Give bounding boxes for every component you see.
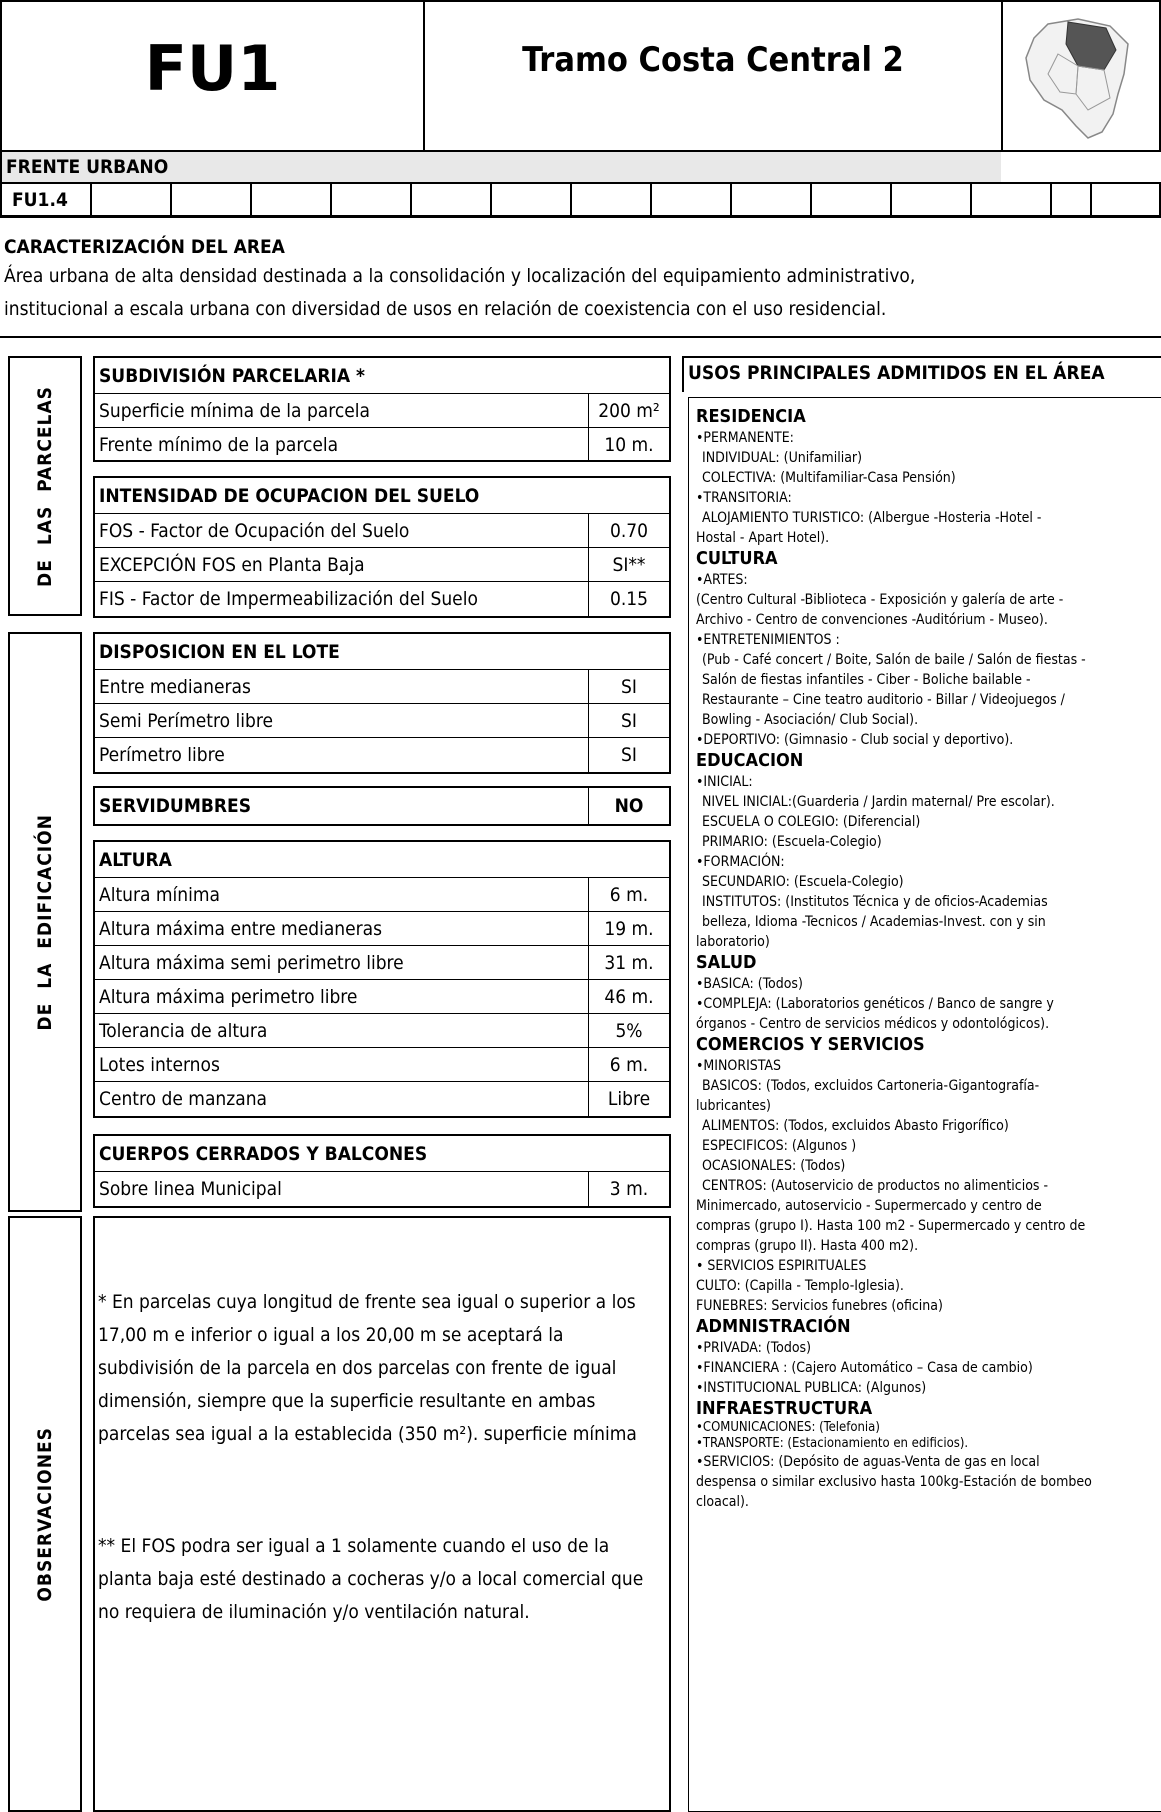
usos-line: FUNEBRES: Servicios funebres (oficina) [696,1298,943,1314]
usos-line: •INICIAL: [696,774,753,790]
altura-row-0: Altura mínima 6 m. [95,878,669,912]
usos-line: Minimercado, autoservicio - Supermercado y centro de [696,1198,1042,1214]
usos-line: •BASICA: (Todos) [696,976,803,992]
side-label-observaciones: OBSERVACIONES [34,1426,56,1602]
disposicion-row-1: Semi Perímetro libre SI [95,704,669,738]
subdivision-row-1: Frente mínimo de la parcela 10 m. [95,428,669,462]
side-box-edificacion [8,632,82,1212]
usos-line: INFRAESTRUCTURA [696,1398,873,1419]
disposicion-title: DISPOSICION EN EL LOTE [95,634,669,670]
side-label-edificacion: DE LA EDIFICACIÓN [34,813,56,1031]
usos-line: •DEPORTIVO: (Gimnasio - Club social y deportivo). [696,732,1014,748]
usos-line: INDIVIDUAL: (Unifamiliar) [702,450,863,466]
servidumbres-row: SERVIDUMBRES NO [95,788,669,824]
usos-line: BASICOS: (Todos, excluidos Cartoneria-Gigantografía- [702,1078,1040,1094]
observaciones-note-1: * En parcelas cuya longitud de frente sea igual o superior a los 17,00 m e inferior o igual a los 20,00 m se aceptará la subdivisión de la parcela en dos parcelas con frente de igual dimensión, siempre que la superficie resultante en ambas parcelas sea igual a la establecida (350 m²). superficie mínima [98,1291,637,1445]
caracterizacion-line-1: Área urbana de alta densidad destinada a la consolidación y localización del equipamiento administrativo, [4,265,916,287]
frente-urbano-label: FRENTE URBANO [6,156,169,178]
header-title: Tramo Costa Central 2 [522,40,904,80]
side-box-parcelas [8,356,82,616]
usos-line: •FINANCIERA : (Cajero Automático – Casa de cambio) [696,1360,1033,1376]
altura-row-3: Altura máxima perimetro libre 46 m. [95,980,669,1014]
caracterizacion-title: CARACTERIZACIÓN DEL AREA [4,236,285,258]
usos-line: (Centro Cultural -Biblioteca - Exposición y galería de arte - [696,592,1064,608]
disposicion-row-2: Perímetro libre SI [95,738,669,772]
subdivision-row-0: Superficie mínima de la parcela 200 m² [95,394,669,428]
usos-line: • SERVICIOS ESPIRITUALES [696,1258,867,1274]
usos-line: •PRIVADA: (Todos) [696,1340,811,1356]
usos-line: ADMNISTRACIÓN [696,1316,851,1337]
usos-line: •ARTES: [696,572,748,588]
disposicion-row-0: Entre medianeras SI [95,670,669,704]
usos-line: CULTO: (Capilla - Templo-Iglesia). [696,1278,904,1294]
usos-list [696,406,1156,1512]
usos-line: belleza, Idioma -Tecnicos / Academias-Invest. con y sin [702,914,1046,930]
altura-row-2: Altura máxima semi perimetro libre 31 m. [95,946,669,980]
altura-row-6: Centro de manzana Libre [95,1082,669,1116]
usos-line: compras (grupo I). Hasta 100 m2 - Supermercado y centro de [696,1218,1086,1234]
usos-line: Salón de fiestas infantiles - Ciber - Boliche bailable - [702,672,1031,688]
usos-line: lubricantes) [696,1098,771,1114]
usos-line: •COMPLEJA: (Laboratorios genéticos / Banco de sangre y [696,996,1054,1012]
usos-line: ESPECIFICOS: (Algunos ) [702,1138,857,1154]
side-box-observaciones [8,1216,82,1812]
usos-line: ESCUELA O COLEGIO: (Diferencial) [702,814,921,830]
usos-line: cloacal). [696,1494,749,1510]
altura-row-4: Tolerancia de altura 5% [95,1014,669,1048]
usos-line: Hostal - Apart Hotel). [696,530,830,546]
usos-line: ALOJAMIENTO TURISTICO: (Albergue -Hosteria -Hotel - [702,510,1042,526]
usos-line: despensa o similar exclusivo hasta 100kg-Estación de bombeo [696,1474,1092,1490]
usos-line: órganos - Centro de servicios médicos y odontológicos). [696,1016,1050,1032]
subcode-label: FU1.4 [12,189,68,211]
header-code: FU1 [144,31,281,105]
usos-line: (Pub - Café concert / Boite, Salón de baile / Salón de fiestas - [702,652,1086,668]
usos-title: USOS PRINCIPALES ADMITIDOS EN EL ÁREA [688,362,1105,384]
intensidad-row-2: FIS - Factor de Impermeabilización del Suelo 0.15 [95,582,669,616]
usos-line: COLECTIVA: (Multifamiliar-Casa Pensión) [702,470,956,486]
usos-line: Archivo - Centro de convenciones -Auditórium - Museo). [696,612,1048,628]
usos-line: OCASIONALES: (Todos) [702,1158,846,1174]
subdivision-title: SUBDIVISIÓN PARCELARIA * [95,358,669,394]
usos-line: •TRANSPORTE: (Estacionamiento en edificios). [696,1436,969,1451]
usos-line: Bowling - Asociación/ Club Social). [702,712,919,728]
altura-title: ALTURA [95,842,669,878]
usos-line: Restaurante – Cine teatro auditorio - Billar / Videojuegos / [702,692,1065,708]
usos-line: •TRANSITORIA: [696,490,792,506]
usos-line: •SERVICIOS: (Depósito de aguas-Venta de gas en local [696,1454,1040,1470]
caracterizacion-rule [0,336,1161,338]
intensidad-row-1: EXCEPCIÓN FOS en Planta Baja SI** [95,548,669,582]
usos-line: PRIMARIO: (Escuela-Colegio) [702,834,882,850]
usos-line: RESIDENCIA [696,406,806,427]
usos-line: laboratorio) [696,934,770,950]
subcode-grid [90,182,1161,218]
usos-line: INSTITUTOS: (Institutos Técnica y de oficios-Academias [702,894,1048,910]
usos-line: •MINORISTAS [696,1058,782,1074]
altura-row-1: Altura máxima entre medianeras 19 m. [95,912,669,946]
usos-line: CENTROS: (Autoservicio de productos no alimenticios - [702,1178,1049,1194]
intensidad-row-0: FOS - Factor de Ocupación del Suelo 0.70 [95,514,669,548]
usos-line: •COMUNICACIONES: (Telefonia) [696,1420,880,1435]
usos-line: •PERMANENTE: [696,430,794,446]
caracterizacion-line-2: institucional a escala urbana con diversidad de usos en relación de coexistencia con el uso residencial. [4,298,887,320]
usos-line: COMERCIOS Y SERVICIOS [696,1034,925,1055]
cuerpos-title: CUERPOS CERRADOS Y BALCONES [95,1136,669,1172]
observaciones-note-2: ** El FOS podra ser igual a 1 solamente cuando el uso de la planta baja esté destinado a cocheras y/o a local comercial que no requiera de iluminación y/o ventilación natural. [98,1535,644,1623]
intensidad-title: INTENSIDAD DE OCUPACION DEL SUELO [95,478,669,514]
usos-line: •ENTRETENIMIENTOS : [696,632,840,648]
usos-line: •FORMACIÓN: [696,854,785,870]
usos-line: SALUD [696,952,757,973]
usos-line: CULTURA [696,548,778,569]
usos-line: EDUCACION [696,750,804,771]
usos-line: ALIMENTOS: (Todos, excluidos Abasto Frigorífico) [702,1118,1009,1134]
location-map-icon [1018,14,1138,144]
altura-row-5: Lotes internos 6 m. [95,1048,669,1082]
side-label-parcelas: DE LAS PARCELAS [34,385,56,587]
usos-line: SECUNDARIO: (Escuela-Colegio) [702,874,904,890]
usos-line: •INSTITUCIONAL PUBLICA: (Algunos) [696,1380,927,1396]
usos-line: NIVEL INICIAL:(Guarderia / Jardin maternal/ Pre escolar). [702,794,1055,810]
cuerpos-row-0: Sobre linea Municipal 3 m. [95,1172,669,1206]
usos-line: compras (grupo II). Hasta 400 m2). [696,1238,919,1254]
